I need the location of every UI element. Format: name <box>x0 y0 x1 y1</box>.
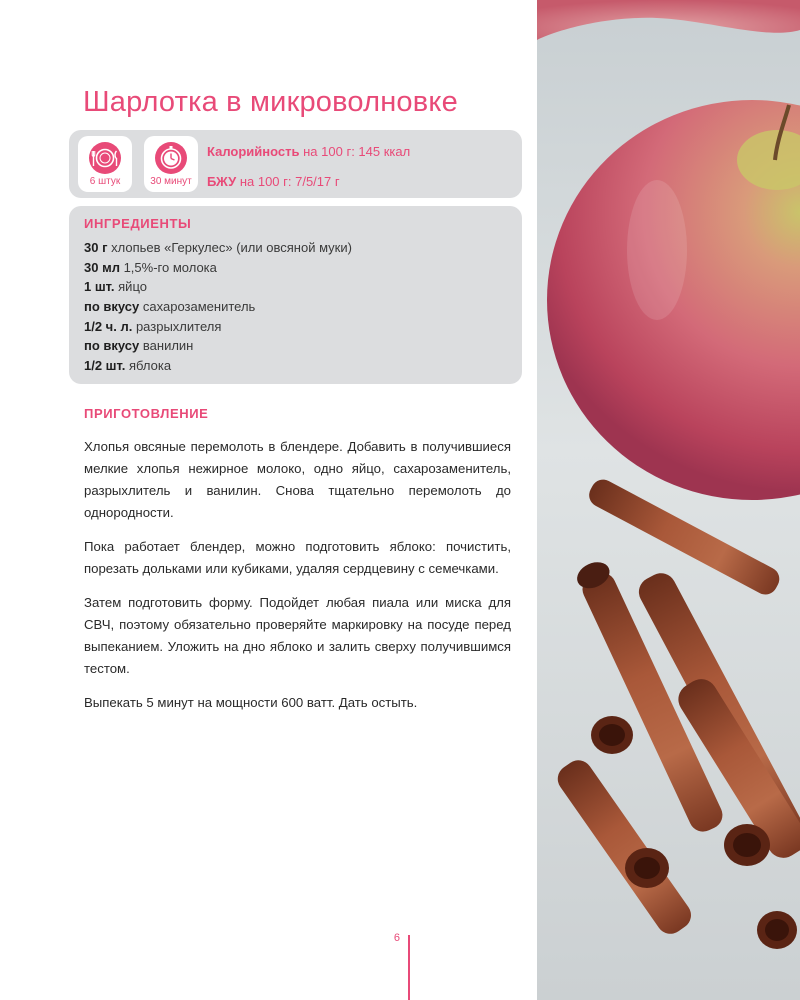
preparation-paragraph: Хлопья овсяные перемолоть в блендере. Добавить в получившиеся мелкие хлопья нежирное молоко, одно яйцо, сахарозаменитель, разрыхлитель и ванилин. Снова тщательно перемолоть до однородности. <box>84 439 511 520</box>
page-number-rule <box>408 935 410 1000</box>
servings-badge <box>78 136 132 192</box>
nutrition-value: на 100 г: 7/5/17 г <box>239 174 340 189</box>
plate-cutlery-icon <box>89 142 121 174</box>
ingredient-name: хлопьев «Геркулес» (или овсяной муки) <box>111 240 352 255</box>
preparation-paragraph: Затем подготовить форму. Подойдет любая пиала или миска для СВЧ, поэтому обязательно проверяйте маркировку на посуде перед выпеканием. Уложить на дно яблоко и залить сверху получившимся тестом. <box>84 595 511 676</box>
ingredient-item <box>84 317 352 337</box>
preparation-text <box>84 436 511 726</box>
apple-cinnamon-photo <box>537 0 800 1000</box>
nutrition-label: БЖУ <box>207 174 237 189</box>
ingredient-item <box>84 356 352 376</box>
time-badge <box>144 136 198 192</box>
servings-label: 6 штук <box>89 176 121 187</box>
nutrition-line <box>207 174 340 189</box>
page-number: 6 <box>393 932 400 944</box>
ingredient-item <box>84 336 352 356</box>
ingredient-name: ванилин <box>142 338 194 354</box>
ingredient-qty: 30 мл <box>84 259 120 275</box>
ingredient-name: 1,5%-го молока <box>123 259 217 275</box>
ingredient-name: разрыхлителя <box>135 318 222 334</box>
ingredient-qty: 1 шт. <box>84 279 115 295</box>
ingredient-name: яблока <box>128 358 172 374</box>
ingredients-list <box>84 238 352 376</box>
recipe-info-panel <box>69 130 522 198</box>
preparation-paragraph: Выпекать 5 минут на мощности 600 ватт. Дать остыть. <box>84 695 418 710</box>
recipe-title: Шарлотка в микроволновке <box>83 86 458 118</box>
ingredient-qty: по вкусу <box>84 299 140 315</box>
ingredient-item <box>84 297 352 317</box>
ingredient-item <box>84 238 352 258</box>
calories-line <box>207 144 410 159</box>
ingredient-item <box>84 258 352 278</box>
ingredient-item <box>84 277 352 297</box>
ingredients-panel <box>69 206 522 384</box>
ingredient-qty: 1/2 шт. <box>84 358 126 374</box>
preparation-paragraph: Пока работает блендер, можно подготовить яблоко: почистить, порезать дольками или кубиками, удаляя сердцевину с семечками. <box>84 539 511 576</box>
time-label: 30 минут <box>150 176 192 187</box>
calories-value: на 100 г: 145 ккал <box>303 144 411 159</box>
ingredient-qty: 1/2 ч. л. <box>84 318 133 334</box>
calories-label: Калорийность <box>207 144 300 159</box>
ingredient-qty: 30 г <box>84 240 108 255</box>
preparation-heading: ПРИГОТОВЛЕНИЕ <box>84 406 209 421</box>
ingredient-name: яйцо <box>118 279 147 295</box>
ingredients-heading: ИНГРЕДИЕНТЫ <box>84 216 192 231</box>
clock-icon <box>155 142 187 174</box>
ingredient-name: сахарозаменитель <box>142 299 256 315</box>
ingredient-qty: по вкусу <box>84 338 140 354</box>
